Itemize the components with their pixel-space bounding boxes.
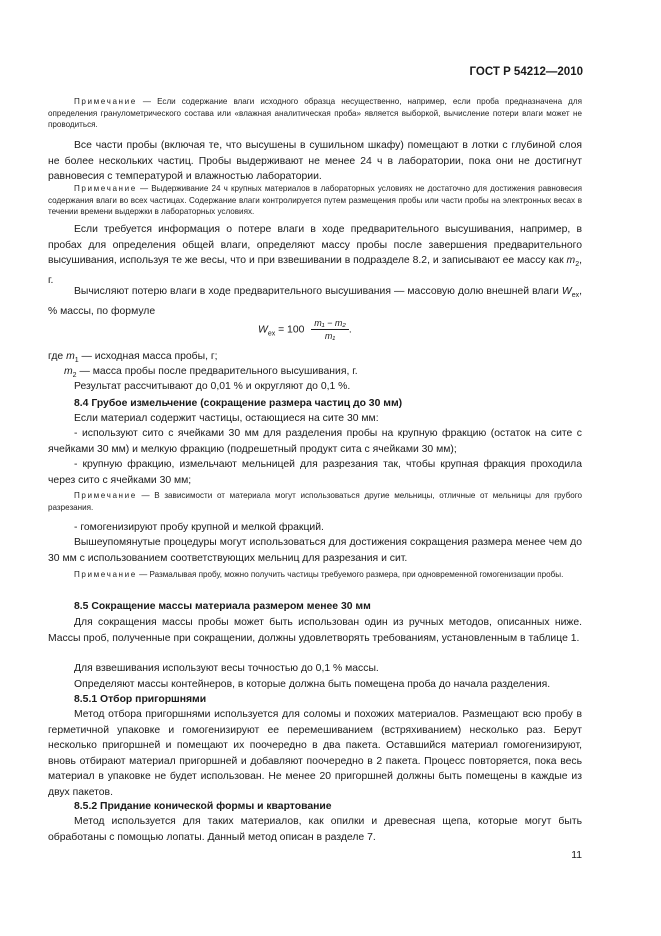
subscript: ex xyxy=(571,292,580,300)
note-text: В зависимости от материала могут использоваться другие мельницы, отличные от мельницы для грубого разрезания. xyxy=(48,491,582,512)
note-label: Примечание xyxy=(74,491,137,500)
section-heading-8-5-2: 8.5.2 Придание конической формы и квартование xyxy=(74,801,332,812)
variable: m xyxy=(66,351,75,362)
fraction-denominator: m₁ xyxy=(324,331,336,341)
formula-tail: . xyxy=(348,324,352,336)
paragraph-text: , г. xyxy=(48,255,582,286)
note-4: Примечание — Размалывая пробу, можно получить частицы требуемого размера, при одновременной гомогенизации пробы. xyxy=(74,570,564,579)
formula-lhs-subscript: ex xyxy=(267,330,276,338)
note-1: Примечание — Если содержание влаги исходного образца несущественно, например, если проба предназначена для определения гранулометрического состава или «влажная аналитическая проба» является выборкой, вычисление потери влаги может не проводиться. xyxy=(48,97,582,130)
paragraph: Все части пробы (включая те, что высушены в сушильном шкафу) помещают в лотки с глубиной слоя не более нескольких частиц. Пробы выдерживают не менее 24 ч в лаборатории, пока они не достигнут равновесия с температурой и влажностью лаборатории. xyxy=(48,140,582,183)
fraction-numerator: m₁ − m₂ xyxy=(311,318,349,330)
note-label: Примечание xyxy=(74,184,137,193)
section-heading-8-5: 8.5 Сокращение массы материала размером менее 30 мм xyxy=(74,601,371,612)
paragraph: Результат рассчитывают до 0,01 % и округляют до 0,1 %. xyxy=(74,381,351,392)
subscript: 2 xyxy=(575,261,580,269)
document-page xyxy=(48,0,582,936)
paragraph-text: , % массы, по формуле xyxy=(48,286,582,317)
subscript: 1 xyxy=(74,357,79,365)
variable: W xyxy=(561,286,572,297)
subscript: 2 xyxy=(72,372,77,380)
paragraph: Если материал содержит частицы, остающиеся на сите 30 мм: xyxy=(74,413,379,424)
formula-lhs: W xyxy=(258,324,268,336)
page-number: 11 xyxy=(571,850,582,861)
paragraph: Вышеупомянутые процедуры могут использоваться для достижения сокращения размера менее чем до 30 мм с использованием соответствующих мельниц для разрезания и сит. xyxy=(48,537,582,564)
paragraph: Определяют массы контейнеров, в которые должна быть помещена проба до начала разделения. xyxy=(74,679,551,690)
paragraph: Для взвешивания используют весы точностью до 0,1 % массы. xyxy=(74,663,379,674)
section-heading-8-4: 8.4 Грубое измельчение (сокращение размера частиц до 30 мм) xyxy=(74,398,403,409)
standard-header: ГОСТ Р 54212—2010 xyxy=(469,66,583,78)
paragraph xyxy=(48,284,582,319)
note-text: Если содержание влаги исходного образца несущественно, например, если проба предназначена для определения гранулометрического состава или «влажная аналитическая проба» является выборкой, вычисление потери влаги может не проводиться. xyxy=(48,97,582,130)
variable: m xyxy=(64,366,73,377)
paragraph: Метод отбора пригоршнями используется для соломы и похожих материалов. Размещают всю пробу в герметичной упаковке и гомогенизируют ее перемешиванием (встряхиванием) несколько раз. Берут несколько пригоршней и помещают их поочередно в два пакета. Оставшийся материал гомогенизируют, вновь отбирают материал пригоршней и добавляют поочередно в 2 пакета. Процесс повторяется, пока весь материал в упаковке не будет использован. Не менее 20 пригоршней должны быть помещены в каждые из двух пакетов. xyxy=(48,709,582,798)
where-prefix: где xyxy=(48,351,67,362)
bullet-item: - гомогенизируют пробу крупной и мелкой фракций. xyxy=(74,522,324,533)
paragraph: Метод используется для таких материалов, как опилки и древесная щепа, которые могут быть обработаны с помощью лопаты. Данный метод описан в разделе 7. xyxy=(48,816,582,843)
note-2: Примечание — Выдерживание 24 ч крупных материалов в лабораторных условиях не достаточно для достижения равновесия содержания влаги во всех частицах. Содержание влаги контролируется путем размещения пробы или части пробы на электронных весах в течении времени выдержки в лабораторных условиях. xyxy=(48,184,582,217)
paragraph-text: Вычисляют потерю влаги в ходе предварительного высушивания — массовую долю внешней влаги xyxy=(74,286,562,297)
fraction xyxy=(311,318,349,341)
note-label: Примечание xyxy=(74,97,137,106)
note-3: Примечание — В зависимости от материала могут использоваться другие мельницы, отличные от мельницы для грубого разрезания. xyxy=(48,491,582,512)
paragraph: Для сокращения массы пробы может быть использован один из ручных методов, описанных ниже. Массы проб, полученные при сокращении, должны удовлетворять требованиям, установленным в таблице 1. xyxy=(48,617,582,644)
formula-equals: = 100 xyxy=(275,324,308,336)
paragraph xyxy=(48,222,582,288)
where-text: — масса пробы после предварительного высушивания, г. xyxy=(76,366,358,377)
paragraph-text: Если требуется информация о потере влаги в ходе предварительного высушивания, например, в пробах для определения общей влаги, определяют массу пробы после завершения предварительного высушивания, используя те же весы, что и при взвешивании в подразделе 8.2, и записывают ее массу как xyxy=(48,224,582,267)
bullet-item: - крупную фракцию, измельчают мельницей для разрезания так, чтобы крупная фракция проходила через сито с ячейками 30 мм; xyxy=(48,459,582,486)
section-heading-8-5-1: 8.5.1 Отбор пригоршнями xyxy=(74,694,207,705)
note-text: Размалывая пробу, можно получить частицы требуемого размера, при одновременной гомогенизации пробы. xyxy=(149,570,564,579)
variable: m xyxy=(566,255,576,267)
bullet-item: - используют сито с ячейками 30 мм для разделения пробы на крупную фракцию (остаток на сите с ячейками 30 мм) и мелкую фракцию (подрешетный продукт сита с ячейками 30 мм); xyxy=(48,428,582,455)
formula xyxy=(258,318,352,341)
note-label: Примечание xyxy=(74,570,137,579)
note-text: Выдерживание 24 ч крупных материалов в лабораторных условиях не достаточно для достижения равновесия содержания влаги во всех частицах. Содержание влаги контролируется путем размещения пробы или части пробы на электронных весах в течении времени выдержки в лабораторных условиях. xyxy=(48,184,582,217)
where-text: — исходная масса пробы, г; xyxy=(78,351,218,362)
